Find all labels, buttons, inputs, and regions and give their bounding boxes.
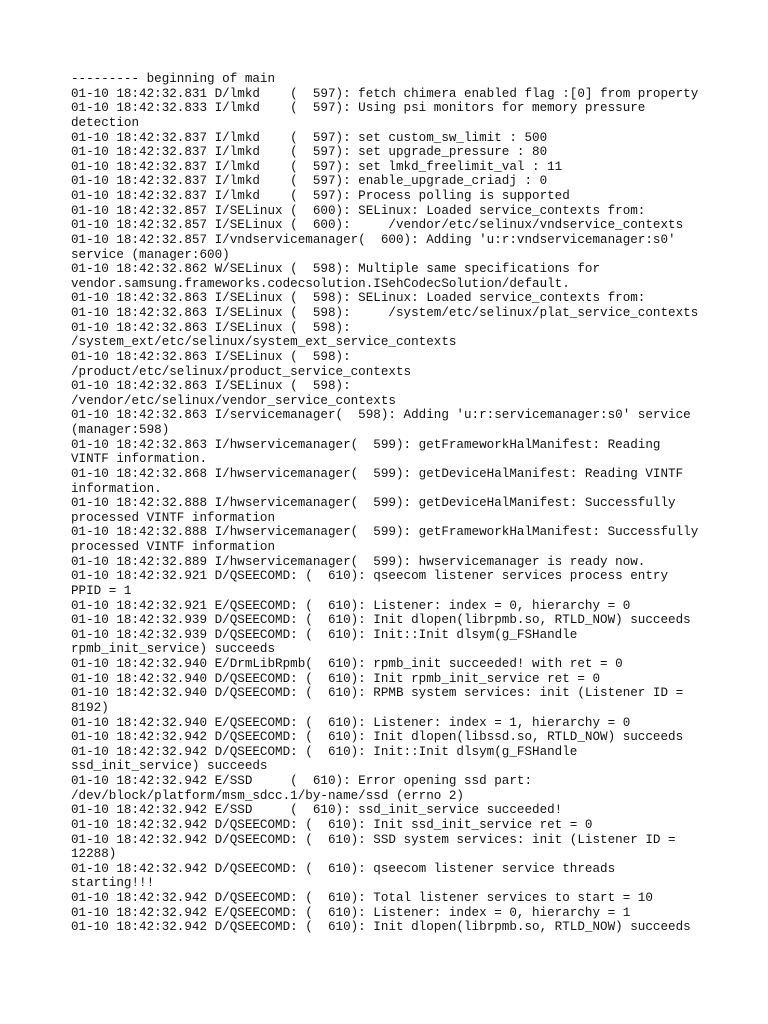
- log-line: 01-10 18:42:32.862 W/SELinux ( 598): Multiple same specifications for: [71, 262, 601, 277]
- log-line: 01-10 18:42:32.837 I/lmkd ( 597): Process polling is supported: [71, 189, 570, 203]
- log-line: 01-10 18:42:32.942 D/QSEECOMD: ( 610): qseecom listener service threads: [71, 861, 616, 876]
- log-line: 01-10 18:42:32.942 E/SSD ( 610): Error opening ssd part:: [71, 774, 533, 788]
- log-line: 01-10 18:42:32.921 D/QSEECOMD: ( 610): qseecom listener services process entry: [71, 569, 669, 584]
- log-line: 01-10 18:42:32.940 D/QSEECOMD: ( 610): RPMB system services: init (Listener ID =: [71, 686, 684, 701]
- log-line: 01-10 18:42:32.863 I/SELinux ( 598):: [71, 320, 351, 335]
- log-line: ssd_init_service) succeeds: [71, 759, 268, 774]
- log-line: 01-10 18:42:32.889 I/hwservicemanager( 599): hwservicemanager is ready now.: [71, 554, 646, 569]
- log-line: 01-10 18:42:32.942 D/QSEECOMD: ( 610): Total listener services to start = 10: [71, 891, 653, 905]
- log-line: 01-10 18:42:32.857 I/vndservicemanager( 600): Adding 'u:r:vndservicemanager:s0': [71, 232, 676, 247]
- log-line: 01-10 18:42:32.868 I/hwservicemanager( 599): getDeviceHalManifest: Reading VINTF: [71, 466, 684, 481]
- log-line: 12288): [71, 847, 117, 862]
- log-line: VINTF information.: [71, 452, 208, 467]
- log-line: 01-10 18:42:32.833 I/lmkd ( 597): Using psi monitors for memory pressure: [71, 101, 646, 116]
- log-line: 01-10 18:42:32.863 I/SELinux ( 598): /system/etc/selinux/plat_service_contexts: [71, 306, 699, 320]
- log-line: 01-10 18:42:32.942 D/QSEECOMD: ( 610): SSD system services: init (Listener ID =: [71, 832, 676, 847]
- log-line: 01-10 18:42:32.857 I/SELinux ( 600): SELinux: Loaded service_contexts from:: [71, 203, 646, 218]
- log-line: 01-10 18:42:32.831 D/lmkd ( 597): fetch chimera enabled flag :[0] from property: [71, 86, 699, 101]
- log-line: 01-10 18:42:32.837 I/lmkd ( 597): enable_upgrade_criadj : 0: [71, 174, 548, 189]
- log-line: 01-10 18:42:32.863 I/servicemanager( 598): Adding 'u:r:servicemanager:s0' service: [71, 408, 691, 423]
- log-line: /system_ext/etc/selinux/system_ext_service_contexts: [71, 335, 457, 350]
- log-line: processed VINTF information: [71, 540, 276, 554]
- log-line: vendor.samsung.frameworks.codecsolution.ISehCodecSolution/default.: [71, 276, 570, 291]
- log-line: 01-10 18:42:32.942 D/QSEECOMD: ( 610): Init dlopen(librpmb.so, RTLD_NOW) succeeds: [71, 920, 691, 935]
- log-line: 01-10 18:42:32.942 D/QSEECOMD: ( 610): Init dlopen(libssd.so, RTLD_NOW) succeeds: [71, 730, 684, 745]
- log-line: rpmb_init_service) succeeds: [71, 642, 276, 657]
- log-line: starting!!!: [71, 876, 155, 891]
- log-line: 01-10 18:42:32.888 I/hwservicemanager( 599): getDeviceHalManifest: Successfully: [71, 496, 676, 511]
- log-line: 01-10 18:42:32.942 E/QSEECOMD: ( 610): Listener: index = 0, hierarchy = 1: [71, 905, 631, 920]
- log-line: 01-10 18:42:32.921 E/QSEECOMD: ( 610): Listener: index = 0, hierarchy = 0: [71, 598, 631, 613]
- log-line: 01-10 18:42:32.888 I/hwservicemanager( 599): getFrameworkHalManifest: Successfully: [71, 525, 699, 540]
- log-document: [71, 72, 741, 935]
- log-line: 01-10 18:42:32.837 I/lmkd ( 597): set custom_sw_limit : 500: [71, 130, 548, 145]
- log-line: 01-10 18:42:32.940 E/QSEECOMD: ( 610): Listener: index = 1, hierarchy = 0: [71, 715, 631, 730]
- log-line: 01-10 18:42:32.942 D/QSEECOMD: ( 610): Init ssd_init_service ret = 0: [71, 817, 593, 832]
- log-line: 01-10 18:42:32.863 I/hwservicemanager( 599): getFrameworkHalManifest: Reading: [71, 437, 661, 452]
- log-line: 01-10 18:42:32.940 E/DrmLibRpmb( 610): rpmb_init succeeded! with ret = 0: [71, 657, 623, 671]
- log-line: 01-10 18:42:32.863 I/SELinux ( 598): SELinux: Loaded service_contexts from:: [71, 291, 646, 306]
- log-line: --------- beginning of main: [71, 72, 276, 86]
- log-line: detection: [71, 115, 140, 130]
- log-line: 01-10 18:42:32.863 I/SELinux ( 598):: [71, 349, 351, 364]
- log-line: /dev/block/platform/msm_sdcc.1/by-name/ssd (errno 2): [71, 788, 464, 803]
- log-line: 01-10 18:42:32.939 D/QSEECOMD: ( 610): Init::Init dlsym(g_FSHandle: [71, 627, 578, 642]
- log-line: 01-10 18:42:32.939 D/QSEECOMD: ( 610): Init dlopen(librpmb.so, RTLD_NOW) succeeds: [71, 613, 691, 628]
- log-line: 8192): [71, 700, 109, 715]
- log-line: 01-10 18:42:32.837 I/lmkd ( 597): set upgrade_pressure : 80: [71, 145, 548, 160]
- log-line: PPID = 1: [71, 583, 132, 598]
- log-line: 01-10 18:42:32.863 I/SELinux ( 598):: [71, 379, 351, 394]
- log-line: 01-10 18:42:32.857 I/SELinux ( 600): /vendor/etc/selinux/vndservice_contexts: [71, 218, 684, 233]
- log-line: (manager:598): [71, 423, 170, 437]
- log-line: information.: [71, 481, 162, 496]
- log-line: service (manager:600): [71, 247, 230, 262]
- log-line: processed VINTF information: [71, 510, 276, 525]
- log-line: 01-10 18:42:32.942 E/SSD ( 610): ssd_init_service succeeded!: [71, 803, 563, 818]
- log-line: 01-10 18:42:32.837 I/lmkd ( 597): set lmkd_freelimit_val : 11: [71, 159, 563, 174]
- log-line: /product/etc/selinux/product_service_contexts: [71, 364, 412, 379]
- log-line: 01-10 18:42:32.940 D/QSEECOMD: ( 610): Init rpmb_init_service ret = 0: [71, 671, 601, 686]
- log-line: 01-10 18:42:32.942 D/QSEECOMD: ( 610): Init::Init dlsym(g_FSHandle: [71, 744, 578, 759]
- log-line: /vendor/etc/selinux/vendor_service_contexts: [71, 393, 396, 408]
